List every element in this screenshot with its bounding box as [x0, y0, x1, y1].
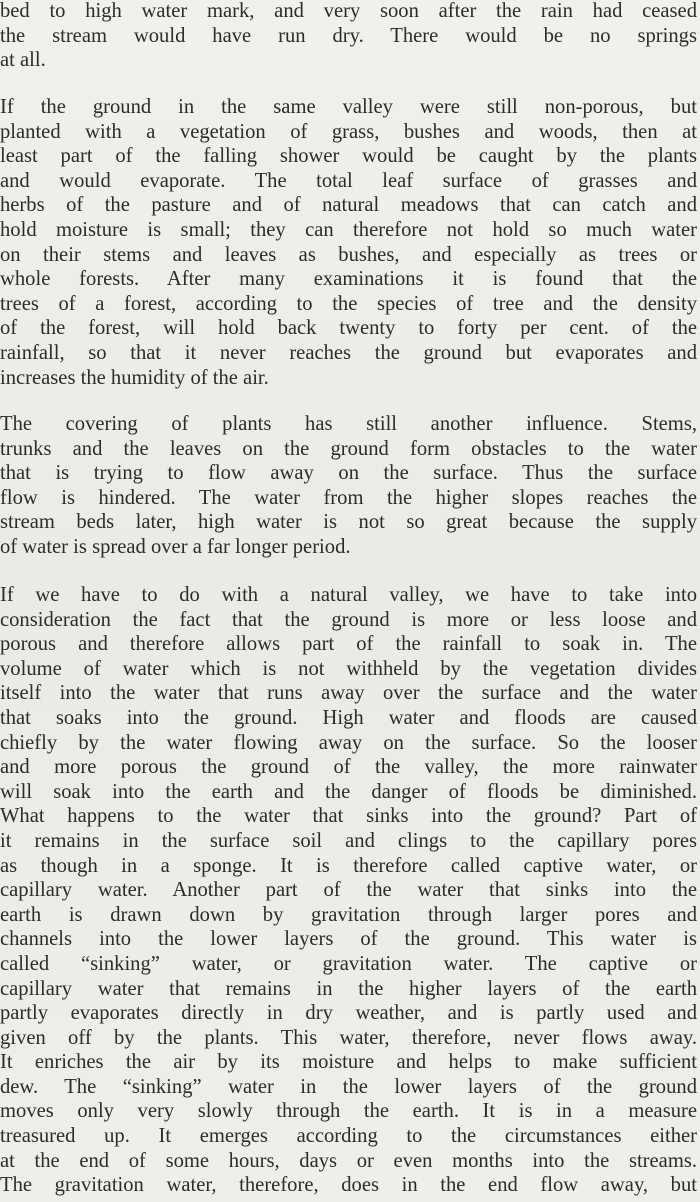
text-line: as though in a sponge. It is therefore called captive water, or	[0, 854, 697, 877]
text-line: volume of water which is not withheld by the vegetation divides	[0, 657, 697, 680]
text-line: What happens to the water that sinks into the ground? Part of	[0, 805, 697, 828]
text-line: If we have to do with a natural valley, we have to take into	[0, 584, 697, 606]
text-line: increases the humidity of the air.	[0, 366, 269, 389]
text-line: dew. The “sinking” water in the lower layers of the ground	[0, 1075, 697, 1098]
paragraph-vegetation-interception	[0, 95, 697, 390]
text-line: given off by the plants. This water, therefore, never flows away.	[0, 1026, 697, 1049]
text-line: least part of the falling shower would be caught by the plants	[0, 145, 697, 168]
text-line: of water is spread over a far longer period.	[0, 535, 351, 558]
text-line: at the end of some hours, days or even months into the streams.	[0, 1149, 697, 1172]
text-line: the stream would have run dry. There would be no springs	[0, 24, 697, 47]
text-line: trunks and the leaves on the ground form obstacles to the water	[0, 437, 697, 460]
text-line: treasured up. It emerges according to the circumstances either	[0, 1125, 697, 1148]
text-line: If the ground in the same valley were still non-porous, but	[0, 96, 697, 118]
text-line: on their stems and leaves as bushes, and especially as trees or	[0, 243, 697, 266]
text-line: bed to high water mark, and very soon after the rain had ceased	[0, 0, 697, 22]
text-line: that is trying to flow away on the surface. Thus the surface	[0, 462, 697, 485]
text-line: partly evaporates directly in dry weather, and is partly used and	[0, 1002, 697, 1025]
text-line: trees of a forest, according to the species of tree and the density	[0, 292, 697, 315]
text-line: moves only very slowly through the earth. It is in a measure	[0, 1100, 697, 1123]
text-line: It enriches the air by its moisture and helps to make sufficient	[0, 1051, 697, 1074]
text-line: and more porous the ground of the valley, the more rainwater	[0, 756, 697, 779]
text-line: whole forests. After many examinations it is found that the	[0, 268, 697, 291]
text-line: and would evaporate. The total leaf surface of grasses and	[0, 169, 697, 192]
text-line: capillary water. Another part of the water that sinks into the	[0, 879, 697, 902]
text-line: at all.	[0, 49, 46, 72]
text-line: capillary water that remains in the higher layers of the earth	[0, 977, 697, 1000]
text-line: stream beds later, high water is not so great because the supply	[0, 511, 697, 534]
text-line: flow is hindered. The water from the higher slopes reaches the	[0, 486, 697, 509]
text-line: The gravitation water, therefore, does in the end flow away, but	[0, 1174, 697, 1197]
text-line: earth is drawn down by gravitation through larger pores and	[0, 903, 697, 926]
text-line: channels into the lower layers of the ground. This water is	[0, 928, 697, 951]
text-line: that soaks into the ground. High water and floods are caused	[0, 706, 697, 729]
text-line: planted with a vegetation of grass, bushes and woods, then at	[0, 120, 697, 143]
text-line: chiefly by the water flowing away on the surface. So the looser	[0, 731, 697, 754]
text-line: itself into the water that runs away over the surface and the water	[0, 682, 697, 705]
paragraph-rainfall-runoff	[0, 0, 697, 73]
text-line: rainfall, so that it never reaches the ground but evaporates and	[0, 341, 697, 364]
text-line: consideration the fact that the ground is more or less loose and	[0, 608, 697, 631]
paragraph-natural-valley	[0, 583, 697, 1198]
text-line: The covering of plants has still another influence. Stems,	[0, 413, 697, 435]
text-line: hold moisture is small; they can therefore not hold so much water	[0, 218, 697, 241]
text-line: called “sinking” water, or gravitation water. The captive or	[0, 952, 697, 975]
text-line: it remains in the surface soil and clings to the capillary pores	[0, 829, 697, 852]
paragraph-plant-covering	[0, 412, 697, 560]
text-line: herbs of the pasture and of natural meadows that can catch and	[0, 194, 697, 217]
text-line: of the forest, will hold back twenty to forty per cent. of the	[0, 317, 697, 340]
text-line: porous and therefore allows part of the rainfall to soak in. The	[0, 633, 697, 656]
text-line: will soak into the earth and the danger of floods be diminished.	[0, 780, 697, 803]
